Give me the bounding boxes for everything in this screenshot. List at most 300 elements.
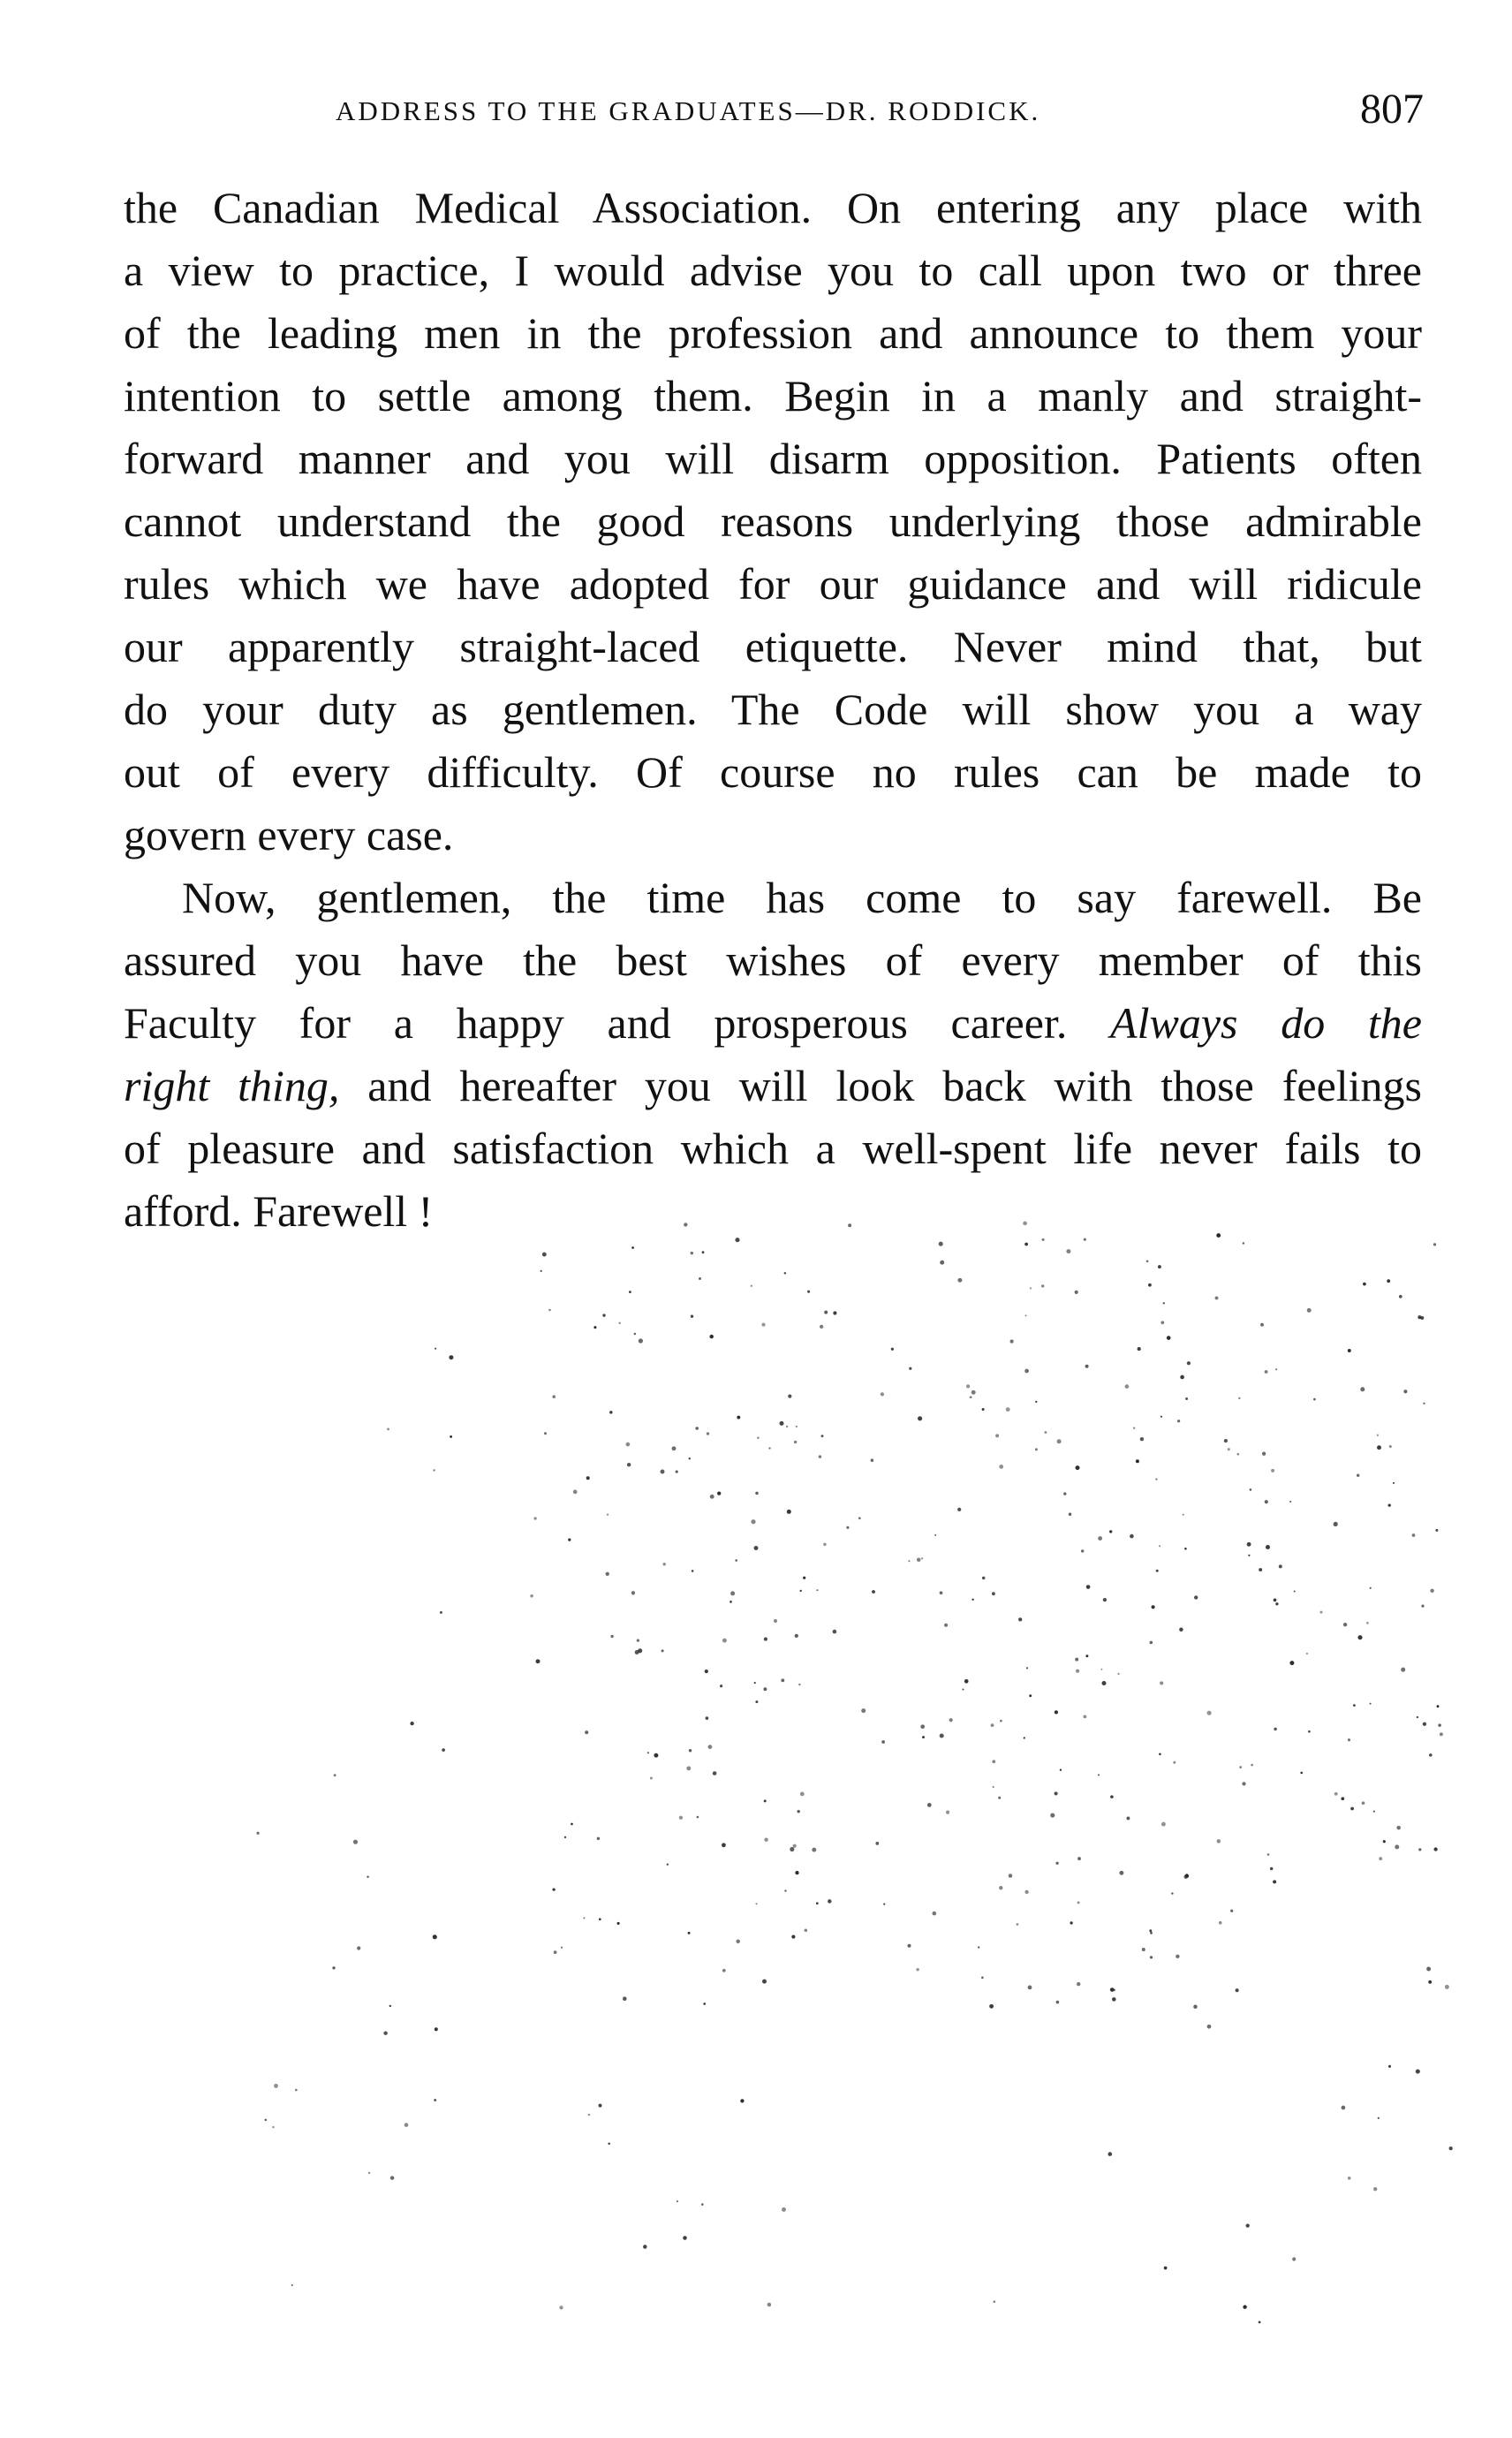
paper-speck (1383, 1840, 1386, 1843)
paper-speck (1343, 1623, 1348, 1627)
paper-speck (971, 1599, 973, 1601)
paper-speck (1119, 1871, 1123, 1875)
paper-speck (1026, 1667, 1028, 1669)
paper-speck (1024, 1737, 1025, 1738)
paper-speck (1158, 1265, 1161, 1268)
paper-speck (1176, 1955, 1179, 1958)
paper-speck (1273, 1880, 1276, 1883)
paper-speck (1108, 2152, 1113, 2156)
paper-speck (1110, 1988, 1115, 1992)
paper-speck (265, 2119, 268, 2122)
paper-speck (564, 1836, 566, 1838)
paper-speck (404, 2123, 409, 2127)
paper-speck (1433, 1847, 1437, 1851)
paper-speck (1373, 1811, 1375, 1813)
text-line: a view to practice, I would advise you to call upon two or three (124, 246, 1422, 295)
paper-speck (1149, 1929, 1152, 1932)
paper-speck (1237, 1453, 1240, 1456)
paper-speck (1401, 1668, 1405, 1672)
text-line: forward manner and you will disarm opposition. Patients often (124, 434, 1422, 483)
paper-speck (367, 1876, 369, 1879)
paper-speck (1289, 1501, 1291, 1503)
paper-speck (1449, 2146, 1453, 2150)
paper-speck (705, 1670, 708, 1673)
text-line: cannot understand the good reasons underlying those admirable (124, 496, 1422, 546)
body-text (124, 177, 1422, 1243)
paper-speck (536, 1659, 541, 1663)
paper-speck (583, 1917, 585, 1919)
paper-speck (1275, 1602, 1278, 1605)
paper-speck (846, 1526, 849, 1529)
paper-speck (720, 1685, 722, 1687)
paper-speck (1289, 1661, 1294, 1665)
paper-speck (918, 1416, 922, 1420)
paper-speck (999, 1886, 1002, 1889)
paper-speck (1353, 1704, 1356, 1707)
paper-speck (707, 1432, 709, 1435)
paper-speck (1149, 1641, 1153, 1645)
paper-speck (1030, 1287, 1032, 1289)
paper-speck (1125, 1384, 1130, 1389)
paper-speck (256, 1832, 259, 1835)
paper-speck (1017, 1923, 1019, 1926)
paper-speck (1250, 1488, 1252, 1491)
paper-speck (934, 1534, 936, 1536)
paper-speck (357, 1946, 360, 1950)
paper-speck (608, 2143, 610, 2146)
paper-speck (763, 1687, 767, 1691)
paper-speck (1265, 1370, 1268, 1374)
paper-speck (1217, 1839, 1221, 1844)
paper-speck (1113, 1988, 1115, 1991)
paper-speck (533, 1517, 536, 1519)
paper-speck (1152, 1605, 1155, 1609)
paper-speck (1274, 1728, 1277, 1731)
paper-speck (1126, 1816, 1130, 1820)
paper-speck (755, 1700, 758, 1703)
paper-speck (1433, 1243, 1436, 1246)
paper-speck (1437, 1705, 1440, 1707)
paper-speck (449, 1355, 453, 1359)
paper-speck (1009, 1874, 1013, 1878)
paper-speck (1350, 1807, 1354, 1811)
paper-speck (1160, 1681, 1163, 1685)
paper-speck (793, 1844, 797, 1848)
paper-speck (1388, 2065, 1391, 2068)
paper-speck (1395, 1844, 1399, 1849)
paper-speck (637, 1639, 639, 1641)
paper-speck (1294, 1590, 1296, 1592)
paper-speck (1156, 1570, 1159, 1572)
paper-speck (1259, 1568, 1262, 1571)
paper-speck (1081, 1549, 1084, 1552)
paper-speck (1103, 1598, 1107, 1601)
paper-speck (561, 1947, 563, 1949)
paper-speck (1388, 1503, 1391, 1506)
paper-speck (755, 1492, 759, 1495)
paper-speck (1360, 1387, 1365, 1391)
paper-speck (1117, 1673, 1119, 1675)
paper-speck (1035, 1401, 1037, 1403)
paper-speck (774, 1619, 777, 1623)
paragraph (124, 177, 1422, 867)
paper-speck (1006, 1407, 1010, 1412)
paper-speck (692, 1570, 694, 1572)
paper-speck (1393, 1482, 1395, 1484)
paper-speck (1306, 1653, 1308, 1654)
paper-speck (434, 2099, 436, 2101)
paper-speck (1435, 1529, 1438, 1532)
paper-speck (695, 1427, 699, 1430)
paper-speck (702, 1251, 705, 1253)
paper-speck (1357, 1635, 1362, 1639)
paper-speck (541, 1270, 542, 1272)
paper-speck (272, 2126, 274, 2128)
paper-speck (1238, 1397, 1241, 1400)
paper-speck (544, 1432, 547, 1435)
paper-speck (823, 1543, 826, 1546)
paper-speck (1075, 1291, 1078, 1294)
paper-speck (1445, 1985, 1449, 1989)
paper-speck (1160, 1416, 1162, 1418)
paper-speck (710, 1495, 714, 1499)
paper-speck (1055, 1862, 1058, 1865)
paper-speck (957, 1278, 962, 1283)
paper-speck (1420, 1316, 1424, 1320)
paper-speck (992, 1760, 995, 1763)
paper-speck (1243, 2306, 1246, 2309)
paper-speck (607, 1513, 609, 1515)
paper-speck (1024, 1890, 1028, 1894)
paper-speck (1342, 2106, 1346, 2110)
paper-speck (571, 1823, 573, 1826)
paper-speck (699, 1277, 701, 1280)
paper-speck (805, 1928, 808, 1932)
paper-speck (662, 1563, 666, 1566)
paper-speck (662, 1649, 664, 1652)
paper-speck (1313, 1398, 1316, 1401)
paper-speck (1418, 1315, 1421, 1319)
paper-speck (619, 1322, 621, 1324)
paper-speck (1084, 1715, 1087, 1719)
text-line: assured you have the best wishes of every member of this (124, 935, 1422, 985)
paper-speck (597, 1837, 600, 1840)
paper-speck (1183, 1514, 1184, 1516)
paper-speck (940, 1733, 944, 1738)
paper-speck (1136, 1459, 1139, 1463)
paper-speck (1142, 1948, 1145, 1951)
text-line: intention to settle among them. Begin in a manly and straight- (124, 371, 1422, 420)
paper-speck (1228, 1448, 1230, 1450)
paper-speck (1259, 2321, 1261, 2324)
paper-speck (701, 2203, 704, 2206)
paper-speck (1429, 1753, 1433, 1757)
paper-speck (1207, 1711, 1212, 1715)
paper-speck (1077, 1901, 1080, 1904)
paper-speck (1399, 1295, 1402, 1298)
paper-speck (1179, 1628, 1183, 1632)
paper-speck (332, 1966, 335, 1969)
paper-speck (1334, 1792, 1338, 1796)
paper-speck (722, 1969, 726, 1972)
paper-speck (881, 1740, 885, 1744)
paper-speck (435, 1348, 436, 1350)
paper-speck (554, 1950, 557, 1954)
paper-speck (1055, 1710, 1058, 1714)
text-line (124, 1055, 1422, 1117)
paper-speck (605, 1572, 609, 1576)
paper-speck (1279, 1564, 1282, 1568)
paper-speck (1163, 1302, 1165, 1304)
text-line: out of every difficulty. Of course no rules can be made to (124, 747, 1422, 797)
paper-speck (1035, 1448, 1038, 1450)
paper-speck (944, 1624, 948, 1627)
text-segment: Faculty for a happy and prosperous career. (124, 998, 1111, 1048)
paper-speck (1110, 1795, 1114, 1798)
paper-speck (643, 2245, 646, 2248)
paper-speck (784, 1272, 786, 1274)
text-line (124, 992, 1422, 1055)
paper-speck (353, 1840, 358, 1844)
paper-speck (768, 1447, 770, 1449)
paper-speck (730, 1601, 732, 1603)
paper-speck (1416, 2069, 1420, 2073)
text-line: our apparently straight-laced etiquette. Never mind that, but (124, 622, 1422, 671)
paper-speck (978, 1946, 979, 1948)
paper-speck (737, 1416, 740, 1420)
paper-speck (1159, 1545, 1160, 1547)
paper-speck (861, 1708, 866, 1713)
paper-speck (1077, 1857, 1081, 1860)
paper-speck (1063, 1492, 1066, 1495)
paper-speck (1100, 1669, 1102, 1670)
paper-speck (1292, 2257, 1296, 2260)
paper-speck (1086, 1585, 1091, 1589)
paper-speck (962, 1689, 964, 1691)
paper-speck (672, 1446, 677, 1450)
paper-speck (764, 1838, 767, 1842)
paper-speck (821, 1435, 824, 1437)
paper-speck (1041, 1284, 1044, 1287)
paper-speck (552, 1888, 555, 1890)
paper-speck (1418, 1848, 1421, 1851)
paper-speck (1230, 1910, 1233, 1912)
paper-speck (389, 2005, 391, 2007)
paper-speck (794, 1441, 797, 1443)
paper-speck (635, 1650, 639, 1654)
paper-speck (908, 1560, 910, 1562)
paper-speck (858, 1517, 861, 1519)
paper-speck (1167, 1336, 1171, 1340)
paper-speck (390, 2176, 394, 2179)
paper-speck (697, 1816, 699, 1819)
paper-speck (981, 1976, 984, 1979)
paper-speck (754, 1682, 756, 1684)
paper-speck (992, 1592, 995, 1595)
paper-speck (573, 1490, 578, 1495)
paper-speck (1029, 1694, 1032, 1697)
text-line: the Canadian Medical Association. On entering any place with (124, 183, 1422, 232)
paper-speck (647, 1752, 649, 1753)
paper-speck (780, 1421, 784, 1426)
paper-speck (1057, 1439, 1062, 1443)
paper-speck (1194, 1595, 1198, 1599)
paper-speck (1000, 1720, 1002, 1722)
paper-speck (1069, 1512, 1071, 1515)
paper-speck (602, 1314, 605, 1316)
paper-speck (1366, 1622, 1369, 1624)
paper-speck (599, 1918, 601, 1920)
paper-speck (824, 1311, 828, 1314)
paper-speck (909, 1367, 911, 1370)
paper-speck (368, 2172, 370, 2174)
paper-speck (1161, 1822, 1166, 1827)
paper-speck (1187, 1361, 1191, 1365)
paper-speck (1378, 2117, 1380, 2119)
paper-speck (638, 1648, 642, 1653)
paper-speck (1308, 1730, 1311, 1733)
paper-speck (1421, 1604, 1424, 1607)
paper-speck (1266, 1545, 1270, 1549)
paper-speck (1155, 1478, 1157, 1480)
paper-speck (1050, 1813, 1055, 1818)
paper-speck (989, 2004, 994, 2009)
paper-speck (1274, 1599, 1277, 1602)
paper-speck (1370, 1703, 1372, 1705)
paper-speck (1270, 1867, 1273, 1870)
paper-speck (1148, 1283, 1152, 1287)
paper-speck (1362, 1801, 1365, 1805)
paper-speck (1387, 1279, 1390, 1283)
paper-speck (940, 1591, 943, 1594)
paper-speck (1219, 1921, 1222, 1925)
paper-speck (753, 1546, 758, 1550)
paper-speck (1085, 1365, 1089, 1368)
paper-speck (1066, 1249, 1070, 1253)
paper-speck (1428, 1980, 1432, 1984)
paper-speck (807, 1291, 810, 1293)
text-line: Now, gentlemen, the time has come to say farewell. Be (182, 873, 1422, 922)
paper-speck (1262, 1452, 1266, 1456)
paper-speck (991, 1723, 994, 1727)
paper-speck (1396, 1826, 1401, 1830)
paper-speck (1024, 1369, 1029, 1374)
paper-speck (1373, 2187, 1377, 2191)
paper-speck (713, 1771, 717, 1776)
paper-speck (610, 1635, 613, 1638)
paper-speck (932, 1912, 936, 1916)
paper-speck (722, 1639, 727, 1643)
paper-speck (751, 1519, 755, 1524)
paper-speck (679, 1816, 683, 1820)
paper-speck (585, 1730, 588, 1734)
paper-speck (921, 1557, 923, 1559)
paper-speck (735, 1559, 737, 1562)
paper-speck (1076, 1670, 1079, 1673)
paper-speck (999, 1465, 1003, 1469)
paper-speck (871, 1458, 874, 1462)
paper-speck (629, 1291, 631, 1293)
paper-speck (626, 1442, 631, 1447)
paper-speck (816, 1589, 818, 1591)
paper-speck (995, 1434, 999, 1437)
paper-speck (1010, 1340, 1014, 1344)
paper-speck (1160, 1321, 1164, 1324)
text-line: govern every case. (124, 810, 454, 859)
paper-speck (784, 1889, 786, 1891)
paper-speck (433, 1934, 437, 1939)
paper-speck (917, 1557, 921, 1562)
paper-speck (661, 1470, 665, 1474)
paper-speck (1370, 1587, 1372, 1589)
paper-speck (966, 1384, 970, 1388)
paper-speck (1357, 1474, 1359, 1477)
paper-speck (1018, 1617, 1022, 1621)
paper-speck (820, 1325, 823, 1329)
paper-speck (703, 2003, 706, 2005)
paper-speck (1239, 1766, 1242, 1768)
paper-speck (757, 1437, 760, 1440)
paper-speck (1024, 1314, 1026, 1316)
paper-speck (891, 1348, 894, 1351)
paper-speck (812, 1848, 816, 1852)
paper-speck (762, 1980, 767, 1984)
paper-speck (1403, 1389, 1407, 1393)
paper-speck (722, 1843, 726, 1847)
paper-speck (1363, 1283, 1366, 1286)
paper-speck (410, 1722, 413, 1725)
paper-speck (1271, 1469, 1274, 1473)
paper-speck (274, 2084, 278, 2088)
paper-speck (588, 2114, 590, 2116)
paper-speck (435, 2027, 438, 2031)
paper-speck (1379, 1857, 1382, 1860)
paper-speck (1185, 1397, 1188, 1400)
paper-speck (1138, 1347, 1141, 1351)
paper-speck (1389, 1445, 1392, 1448)
paper-speck (881, 1392, 884, 1396)
paper-speck (833, 1311, 836, 1314)
paper-speck (1070, 1921, 1072, 1924)
paper-speck (816, 1902, 819, 1904)
paper-speck (686, 1766, 691, 1770)
paper-speck (1275, 1368, 1277, 1370)
paper-speck (688, 1932, 691, 1934)
italic-text: Always do the (1110, 998, 1422, 1048)
paper-speck (1412, 1533, 1416, 1537)
paper-speck (782, 2207, 786, 2212)
paper-speck (787, 1510, 791, 1514)
paper-speck (1300, 1772, 1303, 1775)
paper-speck (1307, 1308, 1312, 1313)
paper-speck (1075, 1658, 1078, 1662)
paper-speck (1044, 1431, 1047, 1434)
paper-speck (1101, 1681, 1106, 1685)
text-segment: and hereafter you will look back with those feelings (339, 1061, 1422, 1110)
paper-speck (1146, 1260, 1149, 1262)
text-line: do your duty as gentlemen. The Code will show you a way (124, 685, 1422, 734)
paper-speck (798, 1684, 800, 1685)
paper-speck (799, 1590, 801, 1592)
paper-speck (1130, 1534, 1134, 1539)
paper-speck (800, 1791, 805, 1796)
paper-speck (927, 1803, 932, 1807)
paper-speck (691, 1315, 693, 1318)
paragraph (124, 867, 1422, 1243)
paper-speck (1056, 2001, 1060, 2004)
paper-speck (1417, 1716, 1418, 1718)
paper-speck (291, 2284, 293, 2286)
